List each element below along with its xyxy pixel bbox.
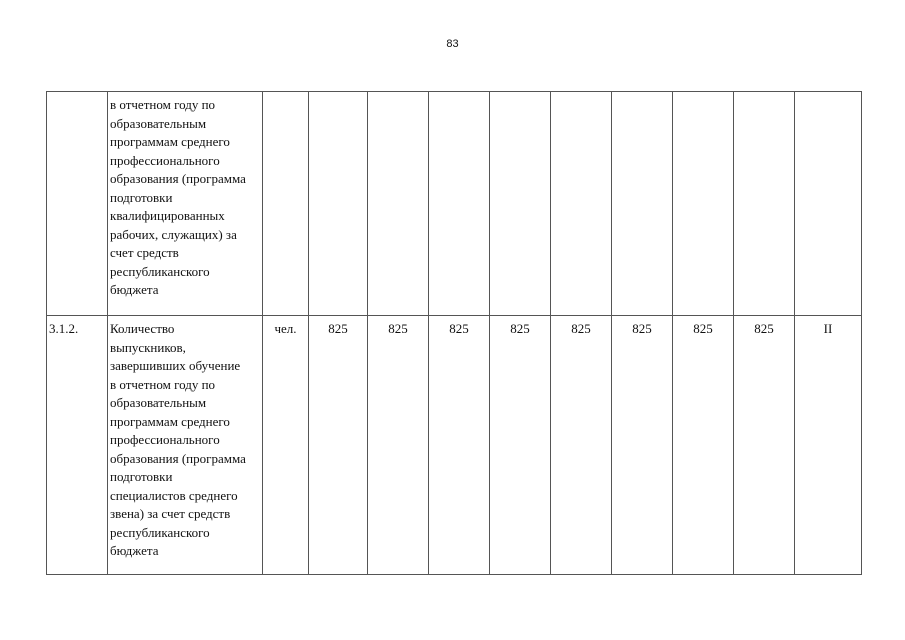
row-level-cell	[795, 92, 862, 316]
row-value-cell	[734, 92, 795, 316]
row-number-cell	[47, 92, 108, 316]
row-value-cell	[551, 92, 612, 316]
row-value-cell	[368, 92, 429, 316]
row-value-cell: 825	[673, 316, 734, 575]
row-value-cell	[429, 92, 490, 316]
row-value-cell: 825	[429, 316, 490, 575]
page-number: 83	[446, 38, 459, 50]
row-value-cell: 825	[551, 316, 612, 575]
row-value-cell: 825	[612, 316, 673, 575]
table-row	[47, 316, 862, 575]
row-value-cell	[612, 92, 673, 316]
row-unit-cell	[263, 92, 309, 316]
table-row	[47, 92, 862, 316]
indicators-table	[46, 91, 862, 575]
row-description-cell: в отчетном году по образовательным программам среднего профессионального образования (программа подготовки квалифицированных рабочих, служащих) за счет средств республиканского бюджета	[108, 92, 263, 316]
row-value-cell: 825	[490, 316, 551, 575]
row-value-cell: 825	[309, 316, 368, 575]
row-description-cell: Количество выпускников, завершивших обучение в отчетном году по образовательным программам среднего профессионального образования (программа подготовки специалистов среднего звена) за счет средств республиканского бюджета	[108, 316, 263, 575]
row-level-cell: II	[795, 316, 862, 575]
row-value-cell: 825	[734, 316, 795, 575]
row-unit-cell: чел.	[263, 316, 309, 575]
row-value-cell: 825	[368, 316, 429, 575]
row-value-cell	[309, 92, 368, 316]
row-value-cell	[673, 92, 734, 316]
row-number-cell: 3.1.2.	[47, 316, 108, 575]
row-value-cell	[490, 92, 551, 316]
